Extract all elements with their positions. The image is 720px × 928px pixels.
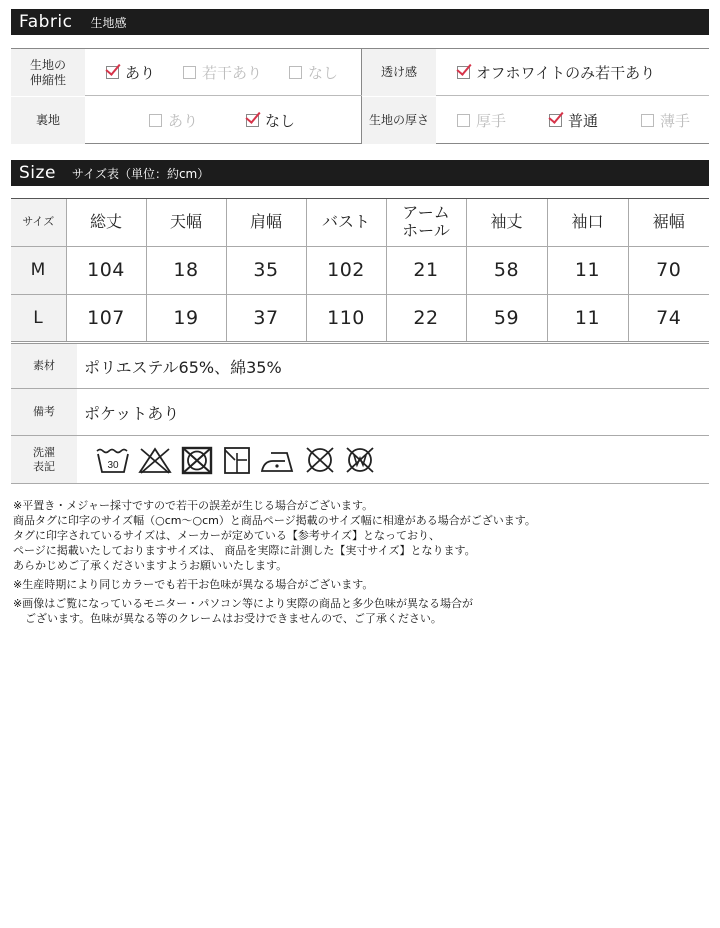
size-title: Size xyxy=(19,163,56,183)
wash-30-icon xyxy=(95,445,131,475)
table-cell: 21 xyxy=(386,246,466,294)
stretch-option-no: なし xyxy=(289,49,338,96)
fabric-row-1 xyxy=(11,49,709,96)
remarks-value: ポケットあり xyxy=(84,403,180,423)
table-cell: 19 xyxy=(146,294,226,342)
note-line: あらかじめご了承くださいますようお願いいたします。 xyxy=(13,559,288,572)
size-label-cell: L xyxy=(11,294,66,342)
table-cell: 18 xyxy=(146,246,226,294)
lining-option-yes: あり xyxy=(149,97,198,144)
table-cell: 37 xyxy=(226,294,306,342)
table-cell: 110 xyxy=(306,294,386,342)
no-bleach-icon xyxy=(137,445,173,475)
table-cell: 59 xyxy=(466,294,547,342)
table-cell: 107 xyxy=(66,294,146,342)
notes-block xyxy=(13,498,713,626)
note-line: タグに印字されているサイズは、メーカーが定めている【参考サイズ】となっており、 xyxy=(13,529,441,542)
note-line: ※画像はご覧になっているモニター・パソコン等により実際の商品と多少色味が異なる場合が xyxy=(13,597,473,610)
note-line: ※生産時期により同じカラーでも若干お色味が異なる場合がございます。 xyxy=(13,578,374,591)
checkbox-empty-icon xyxy=(289,66,302,79)
line-dry-shade-icon xyxy=(221,445,253,475)
table-cell: 74 xyxy=(628,294,709,342)
table-cell: 35 xyxy=(226,246,306,294)
size-table-header-row xyxy=(11,199,709,246)
size-corner-cell: サイズ xyxy=(11,199,66,246)
checkbox-empty-icon xyxy=(457,114,470,127)
fabric-title: Fabric xyxy=(19,12,73,32)
table-row xyxy=(11,294,709,342)
checkbox-checked-icon xyxy=(549,114,562,127)
table-row xyxy=(11,246,709,294)
thickness-option-normal: 普通 xyxy=(549,97,598,144)
checkbox-checked-icon xyxy=(457,66,470,79)
table-cell: 11 xyxy=(547,246,628,294)
thickness-option-thick: 厚手 xyxy=(457,97,506,144)
checkbox-empty-icon xyxy=(149,114,162,127)
stretch-label: 生地の 伸縮性 xyxy=(11,49,85,96)
material-label: 素材 xyxy=(11,344,77,388)
checkbox-empty-icon xyxy=(641,114,654,127)
table-cell: 58 xyxy=(466,246,547,294)
column-header: 裾幅 xyxy=(628,199,709,246)
size-subtitle: サイズ表（単位：約cm） xyxy=(71,166,210,181)
fabric-row-2 xyxy=(11,97,709,144)
checkbox-empty-icon xyxy=(183,66,196,79)
table-cell: 104 xyxy=(66,246,146,294)
fabric-header xyxy=(11,9,709,35)
svg-text:30: 30 xyxy=(107,459,119,471)
note-line: ページに掲載いたしておりますサイズは、 商品を実際に計測した【実寸サイズ】となります。 xyxy=(13,544,476,557)
stretch-option-yes: あり xyxy=(106,49,155,96)
checkbox-checked-icon xyxy=(246,114,259,127)
checkbox-checked-icon xyxy=(106,66,119,79)
column-header: 袖口 xyxy=(547,199,628,246)
iron-low-icon xyxy=(259,445,297,475)
table-cell: 70 xyxy=(628,246,709,294)
column-header: 天幅 xyxy=(146,199,226,246)
no-tumble-dry-icon xyxy=(179,445,215,475)
transparency-label: 透け感 xyxy=(362,49,436,96)
table-cell: 22 xyxy=(386,294,466,342)
material-value: ポリエステル65%、綿35% xyxy=(84,357,282,377)
size-table xyxy=(11,198,709,344)
care-symbols xyxy=(95,436,377,483)
column-header: バスト xyxy=(306,199,386,246)
remarks-row xyxy=(11,389,709,436)
care-row xyxy=(11,436,709,484)
remarks-label: 備考 xyxy=(11,389,77,435)
table-cell: 102 xyxy=(306,246,386,294)
no-wet-clean-icon xyxy=(343,445,377,475)
fabric-subtitle: 生地感 xyxy=(90,15,127,30)
material-row xyxy=(11,344,709,389)
thickness-option-thin: 薄手 xyxy=(641,97,690,144)
column-header: アーム ホール xyxy=(386,199,466,246)
lining-label: 裏地 xyxy=(11,97,85,144)
note-line: ※平置き・メジャー採寸ですので若干の誤差が生じる場合がございます。 xyxy=(13,499,374,512)
note-line: ございます。色味が異なる等のクレームはお受けできませんので、ご了承ください。 xyxy=(25,612,442,625)
fabric-table xyxy=(11,48,709,144)
note-line: 商品タグに印字のサイズ幅（○cm～○cm）と商品ページ掲載のサイズ幅に相違がある場合がございます。 xyxy=(13,514,536,527)
thickness-label: 生地の厚さ xyxy=(362,97,436,144)
care-label: 洗濯 表記 xyxy=(11,436,77,483)
size-label-cell: M xyxy=(11,246,66,294)
column-header: 肩幅 xyxy=(226,199,306,246)
size-header xyxy=(11,160,709,186)
transparency-option: オフホワイトのみ若干あり xyxy=(457,49,655,96)
stretch-option-slight: 若干あり xyxy=(183,49,262,96)
column-header: 袖丈 xyxy=(466,199,547,246)
column-header: 総丈 xyxy=(66,199,146,246)
table-cell: 11 xyxy=(547,294,628,342)
no-dry-clean-icon xyxy=(303,445,337,475)
lining-option-no: なし xyxy=(246,97,295,144)
